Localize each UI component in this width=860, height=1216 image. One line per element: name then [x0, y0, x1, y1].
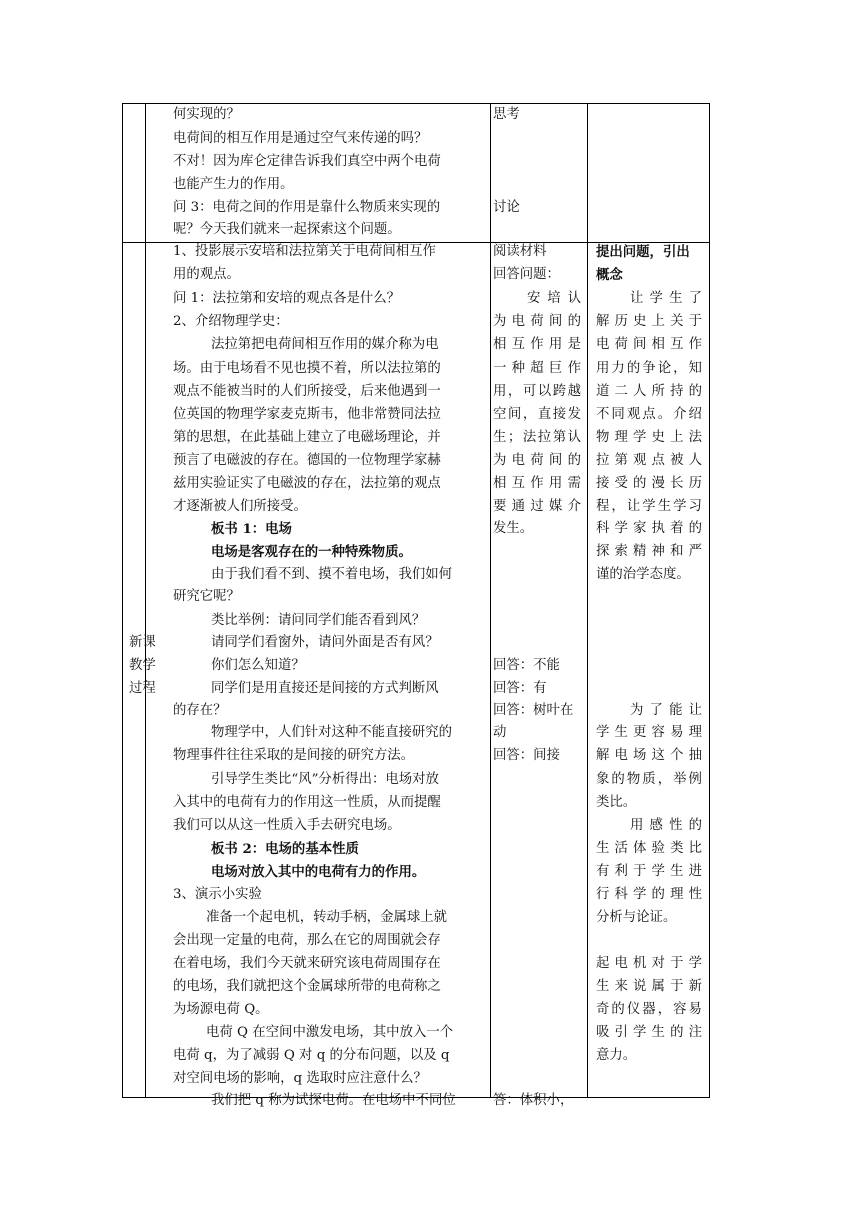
content-line: 兹用实验证实了电磁波的存在，法拉第的观点 — [173, 476, 441, 491]
content-line: 的存在？ — [173, 703, 227, 718]
content-line: 你们怎么知道？ — [211, 658, 305, 673]
stage-label: 教学 — [129, 658, 156, 673]
content-line: 准备一个起电机，转动手柄，金属球上就 — [206, 910, 448, 925]
design-intent: 提出问题，引出 — [596, 244, 690, 260]
student-response: 动 — [493, 725, 507, 740]
content-line: 会出现一定量的电荷，那么在它的周围就会存 — [173, 933, 441, 948]
student-response: 回答：间接 — [493, 748, 560, 763]
stage-label: 新课 — [129, 635, 156, 650]
design-intent: 生 活 体 验 类 比 — [596, 841, 702, 856]
student-activity: 思考 — [493, 107, 520, 122]
design-intent: 解 电 场 这 个 抽 — [596, 748, 702, 763]
content-line: 电荷 Q 在空间中激发电场，其中放入一个 — [206, 1025, 454, 1040]
design-intent: 奇 的 仪 器 ， 容 易 — [596, 1002, 702, 1017]
content-line: 第的思想，在此基础上建立了电磁场理论，并 — [173, 430, 441, 445]
design-intent: 电 荷 间 相 互 作 — [596, 337, 702, 352]
design-intent: 谨的治学态度。 — [596, 567, 690, 582]
content-line: 类比举例：请问同学们能否看到风？ — [211, 613, 426, 628]
content-line: 场。由于电场看不见也摸不着，所以法拉第的 — [173, 361, 441, 376]
content-line: 问 3：电荷之间的作用是靠什么物质来实现的 — [173, 200, 441, 215]
design-intent: 象 的 物 质 ， 举 例 — [596, 772, 702, 787]
content-line: 为场源电荷 Q。 — [173, 1002, 269, 1017]
student-response: 要 通 过 媒 介 — [493, 499, 581, 514]
design-intent: 分析与论证。 — [596, 910, 677, 925]
content-line: 我们把 q 称为试探电荷。在电场中不同位 — [211, 1093, 456, 1108]
content-line: 请同学们看窗外，请问外面是否有风？ — [211, 635, 439, 650]
design-intent: 拉 第 观 点 被 人 — [596, 453, 702, 468]
content-line: 呢？今天我们就来一起探索这个问题。 — [173, 222, 401, 237]
content-line: 预言了电磁波的存在。德国的一位物理学家赫 — [173, 453, 441, 468]
student-response: 回答：树叶在 — [493, 703, 574, 718]
design-intent: 让 学 生 了 — [630, 291, 702, 306]
design-intent: 意力。 — [596, 1048, 637, 1063]
design-intent: 学 生 更 容 易 理 — [596, 725, 702, 740]
content-line: 的电场，我们就把这个金属球所带的电荷称之 — [173, 979, 441, 994]
content-line: 位英国的物理学家麦克斯韦，他非常赞同法拉 — [173, 407, 441, 422]
content-line: 物理事件往往采取的是间接的研究方法。 — [173, 748, 415, 763]
design-intent: 有 利 于 学 生 进 — [596, 864, 702, 879]
column-divider — [145, 104, 146, 1097]
design-intent: 探 索 精 神 和 严 — [596, 544, 702, 559]
content-line: 在着电场，我们今天就来研究该电荷周围存在 — [173, 956, 441, 971]
design-intent: 用 力 的 争 论 ， 知 — [596, 361, 702, 376]
content-line: 电荷 q，为了减弱 Q 对 q 的分布问题，以及 q — [173, 1048, 450, 1063]
student-response: 发生。 — [493, 521, 534, 536]
content-line: 2、介绍物理学史： — [173, 314, 289, 329]
content-line: 用的观点。 — [173, 267, 240, 282]
content-line: 3、演示小实验 — [173, 887, 262, 902]
column-divider — [587, 104, 588, 1097]
student-response: 回答：有 — [493, 681, 547, 696]
content-line: 引导学生类比“风”分析得出：电场对放 — [211, 772, 439, 787]
student-response: 回答：不能 — [493, 658, 560, 673]
student-response: 答：体积小， — [493, 1093, 574, 1108]
content-line: 入其中的电荷有力的作用这一性质，从而提醒 — [173, 795, 441, 810]
design-intent: 科 学 家 执 着 的 — [596, 521, 702, 536]
design-intent: 为 了 能 让 — [630, 703, 702, 718]
design-intent: 解 历 史 上 关 于 — [596, 314, 702, 329]
design-intent: 接 受 的 漫 长 历 — [596, 476, 702, 491]
content-line: 何实现的？ — [173, 107, 240, 122]
content-line: 同学们是用直接还是间接的方式判断风 — [211, 681, 439, 696]
content-line: 也能产生力的作用。 — [173, 177, 294, 192]
content-line: 对空间电场的影响，q 选取时应注意什么？ — [173, 1071, 427, 1086]
content-line: 我们可以从这一性质入手去研究电场。 — [173, 818, 401, 833]
content-line: 观点不能被当时的人们所接受，后来他遇到一 — [173, 384, 441, 399]
design-intent: 类比。 — [596, 795, 637, 810]
design-intent: 行 科 学 的 理 性 — [596, 887, 702, 902]
design-intent: 起 电 机 对 于 学 — [596, 956, 702, 971]
content-line: 电荷间的相互作用是通过空气来传递的吗？ — [173, 131, 428, 146]
student-response: 为 电 荷 间 的 — [493, 314, 581, 329]
design-intent: 生 来 说 属 于 新 — [596, 979, 702, 994]
design-intent: 概念 — [596, 267, 623, 283]
content-line: 不对！因为库仑定律告诉我们真空中两个电荷 — [173, 154, 441, 169]
content-line: 法拉第把电荷间相互作用的媒介称为电 — [211, 337, 439, 352]
student-response: 空 间 ， 直 接 发 — [493, 407, 581, 422]
content-line: 1、投影展示安培和法拉第关于电荷间相互作 — [173, 244, 436, 259]
content-line: 板书 2：电场的基本性质 — [211, 841, 359, 857]
content-line: 电场是客观存在的一种特殊物质。 — [211, 544, 412, 560]
student-response: 回答问题： — [493, 267, 560, 282]
content-line: 研究它呢？ — [173, 589, 240, 604]
content-line: 由于我们看不到、摸不着电场，我们如何 — [211, 567, 453, 582]
design-intent: 吸 引 学 生 的 注 — [596, 1025, 702, 1040]
student-activity: 讨论 — [493, 200, 520, 215]
content-line: 物理学中，人们针对这种不能直接研究的 — [211, 725, 453, 740]
student-response: 用 ， 可 以 跨 越 — [493, 384, 581, 399]
design-intent: 用 感 性 的 — [630, 818, 702, 833]
student-response: 为 电 荷 间 的 — [493, 453, 581, 468]
design-intent: 程 ， 让 学 生 学 习 — [596, 499, 702, 514]
student-response: 相 互 作 用 需 — [493, 476, 581, 491]
student-response: 相 互 作 用 是 — [493, 337, 581, 352]
content-line: 问 1：法拉第和安培的观点各是什么？ — [173, 291, 401, 306]
content-line: 才逐渐被人们所接受。 — [173, 499, 307, 514]
design-intent: 道 二 人 所 持 的 — [596, 384, 702, 399]
design-intent: 不 同 观 点 。 介 绍 — [596, 407, 702, 422]
student-response: 一 种 超 巨 作 — [493, 361, 581, 376]
student-response: 安 培 认 — [527, 291, 581, 306]
student-response: 阅读材料 — [493, 244, 547, 259]
design-intent: 物 理 学 史 上 法 — [596, 430, 702, 445]
stage-label: 过程 — [129, 681, 156, 696]
student-response: 生 ； 法 拉 第 认 — [493, 430, 581, 445]
content-line: 板书 1：电场 — [211, 521, 292, 537]
column-divider — [490, 104, 491, 1097]
content-line: 电场对放入其中的电荷有力的作用。 — [211, 864, 426, 880]
